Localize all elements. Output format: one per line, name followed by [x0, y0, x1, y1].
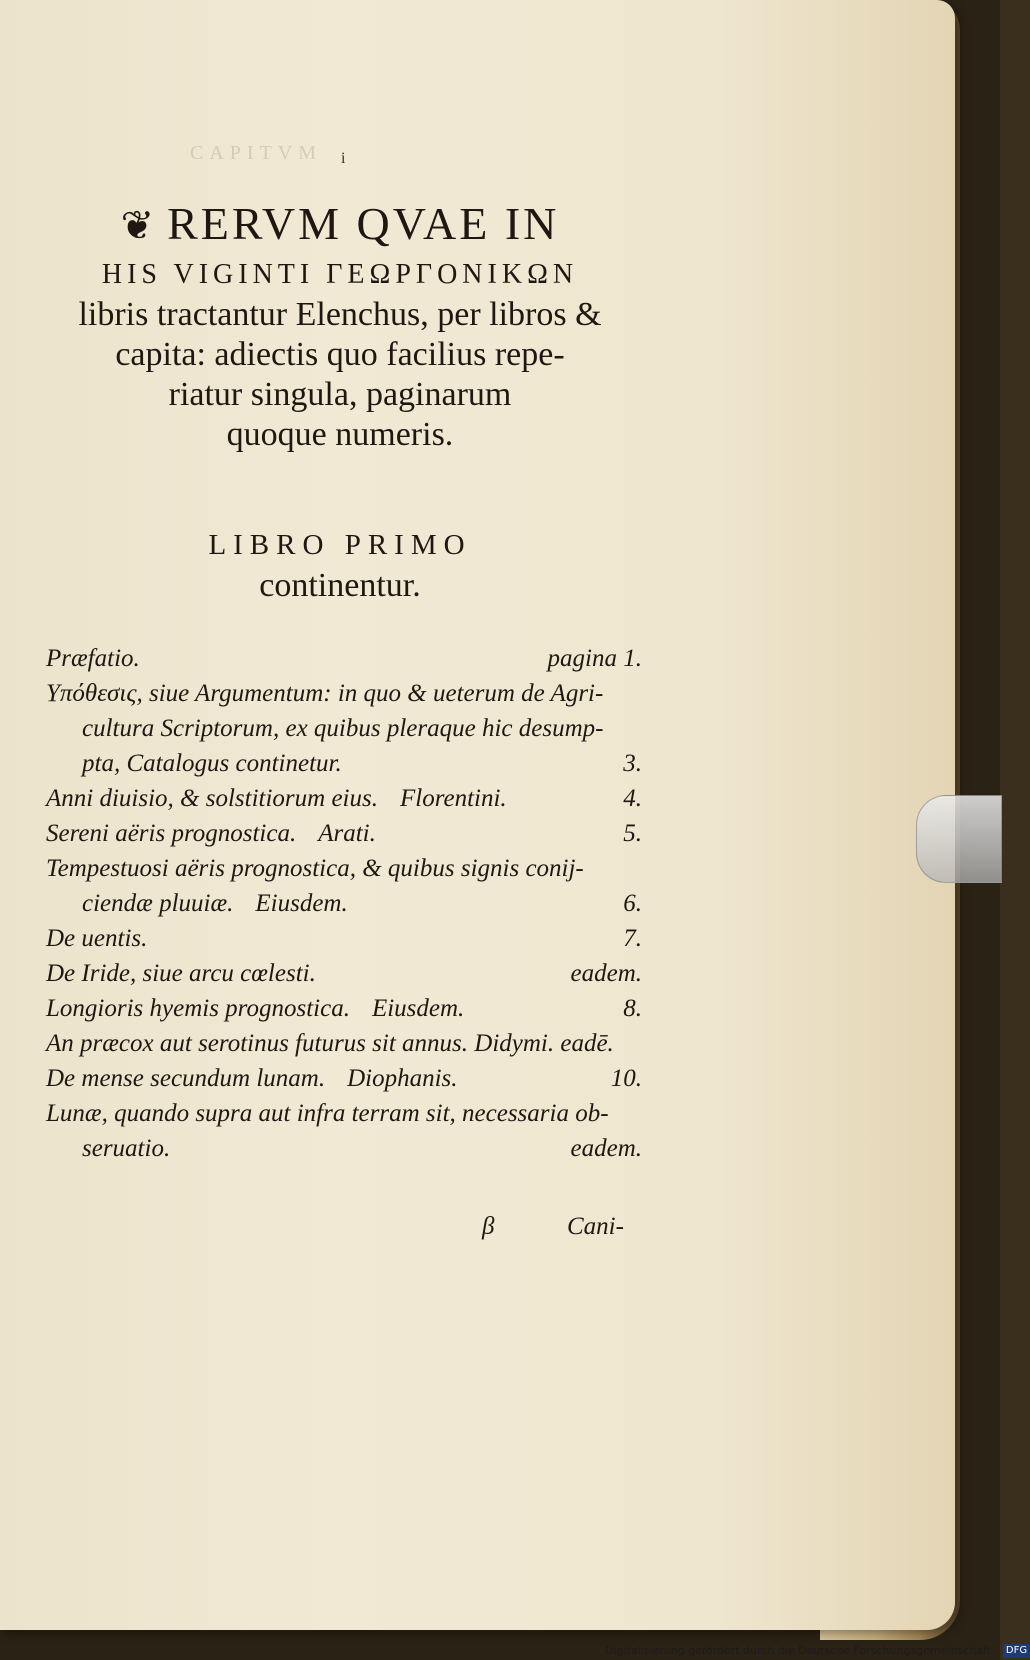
toc-line — [46, 676, 642, 711]
toc-line — [46, 991, 642, 1026]
toc-line-author: Arati. — [318, 820, 376, 847]
toc-line-text: Lunæ, quando supra aut infra terram sit, necessaria ob- — [46, 1100, 609, 1127]
digitization-credit — [605, 1641, 1028, 1660]
toc-page-ref: 3. — [623, 750, 642, 777]
toc-line-text: Longioris hyemis prognostica. — [46, 995, 350, 1022]
toc-line-text: ciendæ pluuiæ. — [82, 890, 234, 917]
toc-entry — [46, 956, 642, 991]
heading-line-2: HIS VIGINTI ΓΕΩΡΓΟΝΙΚΩΝ — [101, 259, 579, 290]
table-of-contents — [46, 641, 642, 1166]
catchword: Cani- — [567, 1213, 624, 1240]
toc-line-text: An præcox aut serotinus futurus sit annus. Didymi. eadē. — [46, 1030, 614, 1057]
toc-line-text: Sereni aëris prognostica. — [46, 820, 297, 847]
toc-page-ref: 5. — [623, 820, 642, 847]
toc-line — [46, 816, 642, 851]
toc-line — [46, 956, 642, 991]
heading-line-1: RERVM QVAE IN — [167, 198, 560, 249]
toc-page-ref: 4. — [623, 785, 642, 812]
toc-page-ref: 8. — [623, 995, 642, 1022]
toc-entry — [46, 816, 642, 851]
toc-entry — [46, 781, 642, 816]
toc-page-ref: pagina 1. — [547, 645, 642, 672]
section-heading-line-2: continentur. — [259, 567, 421, 604]
toc-line — [46, 641, 642, 676]
heading-line-5: riatur singula, paginarum — [168, 376, 512, 413]
toc-entry — [46, 1096, 642, 1166]
toc-entry — [46, 991, 642, 1026]
toc-line — [46, 746, 642, 781]
section-heading-line-1: LIBRO PRIMO — [208, 529, 472, 561]
dfg-logo: DFG — [1003, 1644, 1030, 1658]
toc-page-ref: eadem. — [570, 1135, 642, 1162]
toc-entry — [46, 851, 642, 921]
credit-text: Digitalisierung gefördert durch die Deutsche Forschungsgemeinschaft · — [605, 1644, 998, 1657]
toc-line-author: Diophanis. — [347, 1065, 458, 1092]
toc-line-author: Eiusdem. — [255, 890, 348, 917]
heading-line-6: quoque numeris. — [226, 416, 454, 453]
toc-page-ref: 7. — [623, 925, 642, 952]
toc-line-text: Tempestuosi aëris prognostica, & quibus signis conij- — [46, 855, 584, 882]
fleuron-icon: ❦ — [120, 203, 158, 248]
toc-entry — [46, 676, 642, 781]
toc-line-text: De uentis. — [46, 925, 148, 952]
toc-line — [46, 921, 642, 956]
toc-line — [46, 1026, 642, 1061]
toc-entry — [46, 1026, 642, 1061]
toc-line-text: De Iride, siue arcu cœlesti. — [46, 960, 316, 987]
toc-line — [46, 851, 642, 886]
toc-line-text: Υπόθεσις, siue Argumentum: in quo & ueterum de Agri- — [46, 680, 604, 707]
toc-line — [46, 1096, 642, 1131]
toc-line-text: cultura Scriptorum, ex quibus pleraque hic desump- — [82, 715, 604, 742]
toc-entry — [46, 641, 642, 676]
toc-line-text: Præfatio. — [46, 645, 140, 672]
toc-line — [46, 1061, 642, 1096]
toc-line — [46, 1131, 642, 1166]
toc-page-ref: 6. — [623, 890, 642, 917]
toc-line-text: seruatio. — [82, 1135, 171, 1162]
toc-line — [46, 711, 642, 746]
toc-page-ref: 10. — [610, 1065, 642, 1092]
section-heading — [40, 525, 640, 607]
toc-line — [46, 886, 642, 921]
toc-page-ref: eadem. — [570, 960, 642, 987]
title-block — [40, 195, 640, 455]
show-through-text: CAPITVM — [190, 142, 323, 164]
heading-line-4: capita: adiectis quo facilius repe- — [115, 336, 565, 373]
signature-mark: i — [341, 150, 346, 167]
page-clip — [916, 795, 1002, 883]
toc-line-author: Eiusdem. — [371, 995, 465, 1022]
toc-entry — [46, 921, 642, 956]
toc-line-text: De mense secundum lunam. — [46, 1065, 326, 1092]
toc-line-text: Anni diuisio, & solstitiorum eius. — [46, 785, 378, 812]
heading-line-3: libris tractantur Elenchus, per libros & — [78, 296, 602, 333]
toc-line — [46, 781, 642, 816]
toc-line-text: pta, Catalogus continetur. — [82, 750, 342, 777]
toc-entry — [46, 1061, 642, 1096]
signature-letter: β — [482, 1213, 495, 1240]
toc-line-author: Florentini. — [399, 785, 507, 812]
